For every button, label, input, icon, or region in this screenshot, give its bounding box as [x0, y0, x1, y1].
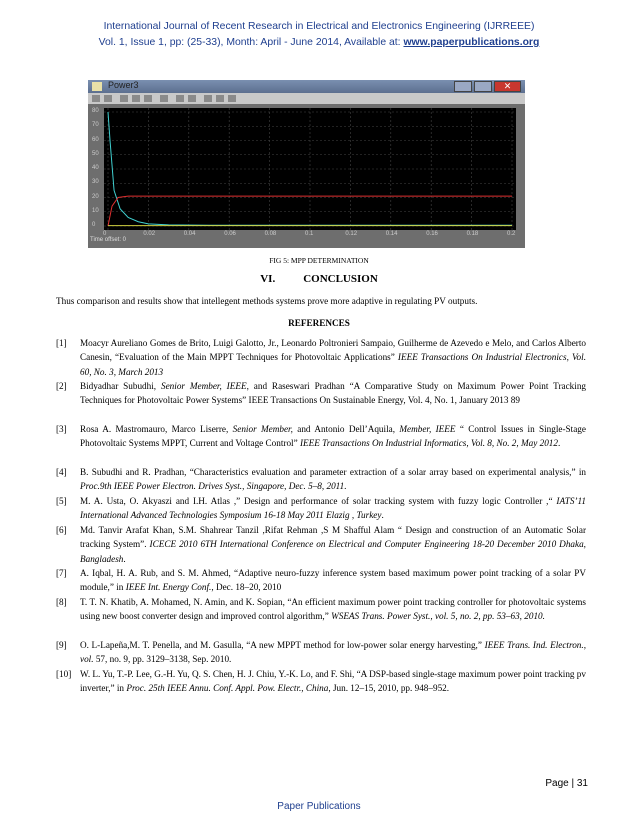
x-tick-label: 0.16: [426, 231, 438, 237]
reference-span: T. T. N. Khatib, A. Mohamed, N. Amin, and K. Sopian, “An efficient maximum power point tracking controller for photovoltaic systems using new boost converter design and improved control algorithm,”: [80, 597, 586, 622]
reference-number: [6]: [56, 525, 67, 535]
x-tick-label: 0.2: [507, 231, 516, 237]
reference-number: [2]: [56, 381, 67, 391]
reference-item: [56, 422, 586, 451]
reference-item: [56, 379, 586, 408]
figure-caption: FIG 5: MPP DETERMINATION: [269, 256, 369, 265]
reference-italic-span: IATS’11 International Advanced Technologies Symposium 16-18 May 2011 Elazig , Turkey: [80, 496, 586, 521]
reference-number: [8]: [56, 597, 67, 607]
reference-item: [56, 336, 586, 379]
reference-span: , and Raseswari Pradhan “A Comparative Study on Maximum Power Point Tracking Techniques for Photovoltaic Power Systems” IEEE Transactions On Sustainable Energy, Vol. 4, No. 1, January 2013 89: [80, 381, 587, 406]
print-icon[interactable]: [92, 95, 100, 102]
reference-span: B. Subudhi and R. Pradhan, “Characteristics evaluation and parameter extraction of a solar array based on experimental analysis,” in: [80, 467, 586, 477]
reference-span: , Jun. 12–15, 2010, pp. 948–952.: [328, 683, 450, 694]
reference-span: O. L-Lapeña,M. T. Penella, and M. Gasulla, “A new MPPT method for low-power solar energy harvesting,”: [80, 640, 485, 650]
reference-span: M. A. Usta, O. Akyaszi and I.H. Atlas ,” Design and performance of solar tracking system with fuzzy logic Controller ,“: [80, 496, 557, 506]
minimize-button[interactable]: [454, 81, 472, 92]
parameters-icon[interactable]: [104, 95, 112, 102]
y-tick-label: 20: [92, 193, 99, 200]
x-tick-label: 0.06: [224, 231, 236, 237]
reference-span: .: [558, 438, 561, 449]
footer-publisher[interactable]: Paper Publications: [277, 801, 361, 812]
scope-plot: [104, 108, 516, 230]
x-tick-label: 0.08: [264, 231, 277, 237]
conclusion-text: Thus comparison and results show that intellegent methods systems prove more adaptive in regulating PV outputs.: [56, 296, 478, 306]
y-tick-label: 50: [92, 150, 99, 157]
x-tick-label: 0.02: [143, 231, 156, 237]
reference-text: [80, 523, 586, 566]
reference-item: [56, 667, 586, 696]
reference-item: [56, 523, 586, 566]
lock-axes-icon[interactable]: [216, 95, 224, 102]
journal-issue-line: [0, 37, 638, 48]
scope-titlebar: [88, 80, 525, 93]
reference-italic-span: Proc. 25th IEEE Annu. Conf. Appl. Pow. Electr., China: [126, 683, 329, 694]
reference-italic-span: IEEE Int. Energy Conf.: [125, 582, 212, 593]
reference-text: [80, 667, 586, 696]
reference-italic-span: WSEAS Trans. Power Syst., vol. 5, no. 2, pp. 53–63, 2010.: [331, 611, 545, 622]
y-tick-label: 60: [92, 136, 99, 143]
reference-item: [56, 494, 586, 523]
x-tick-label: 0.14: [385, 231, 398, 237]
floating-scope-icon[interactable]: [204, 95, 212, 102]
journal-title: International Journal of Recent Research in Electrical and Electronics Engineering (IJRREEE): [103, 21, 535, 32]
reference-text: [80, 336, 586, 379]
reference-italic-span: IEEE Transactions On Industrial Electronics, Vol. 60, No. 3, March 2013: [80, 352, 586, 377]
y-tick-label: 80: [92, 108, 99, 114]
reference-text: [80, 494, 586, 523]
y-tick-label: 40: [92, 165, 99, 171]
y-tick-label: 70: [92, 122, 99, 129]
reference-span: Bidyadhar Subudhi,: [80, 381, 161, 391]
y-tick-label: 30: [92, 179, 99, 186]
zoom-y-icon[interactable]: [144, 95, 152, 102]
reference-number: [9]: [56, 640, 67, 650]
time-offset-label: Time offset: 0: [90, 237, 127, 243]
section-number: VI.: [260, 273, 276, 285]
zoom-x-icon[interactable]: [132, 95, 140, 102]
reference-item: [56, 566, 586, 595]
reference-span: .: [123, 553, 126, 564]
reference-italic-span: ICECE 2010 6TH International Conference on Electrical and Computer Engineering 18-20 December 2010 Dhaka, Bangladesh: [80, 539, 586, 564]
reference-number: [1]: [56, 338, 67, 348]
reference-number: [5]: [56, 496, 67, 506]
reference-span: .: [381, 510, 384, 521]
section-heading: [0, 273, 638, 285]
restore-axes-icon[interactable]: [188, 95, 196, 102]
zoom-icon[interactable]: [120, 95, 128, 102]
section-title: CONCLUSION: [303, 273, 378, 285]
reference-text: [80, 595, 586, 624]
x-tick-label: 0.18: [466, 231, 479, 237]
reference-span: W. L. Yu, T.-P. Lee, G.-H. Yu, Q. S. Chen, H. J. Chiu, Y.-K. Lo, and F. Shi, “A DSP-based single-stage maximum power point tracking pv inverter,” in: [80, 669, 586, 694]
autoscale-icon[interactable]: [160, 95, 168, 102]
reference-item: [56, 638, 586, 667]
reference-italic-span: Senior Member, IEEE: [161, 381, 247, 391]
scope-window-title: Power3: [108, 80, 139, 90]
references-heading: REFERENCES: [288, 318, 350, 328]
reference-text: [80, 465, 586, 494]
reference-text: [80, 379, 586, 408]
reference-italic-span: Proc.9th IEEE Power Electron. Drives Syst., Singapore, Dec. 5–8, 2011: [80, 481, 345, 492]
reference-text: [80, 422, 586, 451]
scope-app-icon: [92, 82, 102, 91]
reference-text: [80, 566, 586, 595]
journal-url-link[interactable]: www.paperpublications.org: [403, 37, 540, 48]
reference-span: Rosa A. Mastromauro, Marco Liserre,: [80, 424, 233, 434]
y-tick-label: 10: [92, 207, 99, 214]
reference-number: [4]: [56, 467, 67, 477]
reference-number: [3]: [56, 424, 67, 434]
reference-item: [56, 465, 586, 494]
y-tick-label: 0: [92, 222, 96, 228]
reference-italic-span: IEEE Trans. Ind. Electron., vol.: [80, 640, 586, 665]
reference-span: , Dec. 18–20, 2010: [211, 582, 282, 593]
save-axes-icon[interactable]: [176, 95, 184, 102]
scope-plot-area: [104, 108, 516, 230]
x-tick-label: 0.1: [305, 231, 314, 237]
x-tick-label: 0.04: [183, 231, 196, 237]
scope-toolbar: [88, 93, 525, 104]
signal-selection-icon[interactable]: [228, 95, 236, 102]
reference-item: [56, 595, 586, 624]
reference-span: .: [344, 481, 347, 492]
scope-window: [88, 80, 525, 248]
reference-italic-span: IEEE Transactions On Industrial Informatics, Vol. 8, No. 2, May 2012: [299, 438, 558, 449]
reference-span: 57, no. 9, pp. 3129–3138, Sep. 2010.: [93, 654, 232, 665]
reference-italic-span: Member, IEEE: [399, 424, 456, 434]
x-tick-label: 0: [103, 231, 107, 237]
reference-span: Moacyr Aureliano Gomes de Brito, Luigi Galotto, Jr., Leonardo Poltronieri Sampaio, Guilherme de Azevedo e Melo, and Carlos Alberto Canesin, “Evaluation of the Main MPPT Techniques for Photovoltaic Applications”: [80, 338, 586, 363]
reference-span: Md. Tanvir Arafat Khan, S.M. Shahrear Tanzil ,Rifat Rehman ,S M Shafful Alam “ Design and construction of an Automatic Solar tracking System”.: [80, 525, 586, 550]
reference-number: [10]: [56, 669, 72, 679]
page-number: Page | 31: [545, 778, 588, 789]
reference-number: [7]: [56, 568, 67, 578]
reference-text: [80, 638, 586, 667]
issue-info: Vol. 1, Issue 1, pp: (25-33), Month: April - June 2014, Available at:: [98, 37, 404, 48]
reference-italic-span: Senior Member,: [232, 424, 293, 434]
reference-span: “ Control Issues in Single-Stage Photovoltaic Systems MPPT, Current and Voltage Control”: [80, 424, 586, 449]
reference-span: and Antonio Dell’Aquila,: [292, 424, 400, 434]
close-icon: ✕: [503, 81, 512, 91]
x-tick-label: 0.12: [345, 231, 358, 237]
close-button[interactable]: [494, 81, 521, 92]
reference-span: A. Iqbal, H. A. Rub, and S. M. Ahmed, “Adaptive neuro-fuzzy inference system based maximum power point tracking of a solar PV module,” in: [80, 568, 586, 593]
maximize-button[interactable]: [474, 81, 492, 92]
